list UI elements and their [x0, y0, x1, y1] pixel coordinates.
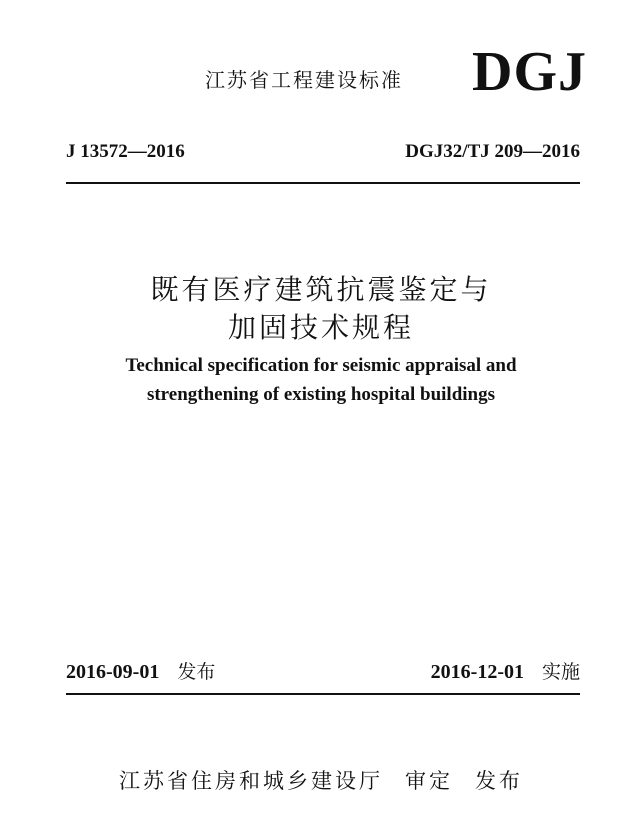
effective-date-block [431, 657, 580, 684]
issue-date-block [66, 657, 215, 684]
top-divider [66, 182, 580, 184]
effective-date: 2016-12-01 [430, 661, 524, 683]
record-number: J 13572—2016 [66, 141, 185, 162]
series-title: 江苏省工程建设标准 [205, 68, 403, 92]
publisher-publish: 发布 [475, 769, 523, 793]
english-title-line-2: strengthening of existing hospital buildings [146, 384, 496, 405]
chinese-title-line-1: 既有医疗建筑抗震鉴定与 [150, 273, 492, 306]
english-title-line-1: Technical specification for seismic appraisal and [125, 355, 517, 376]
publisher-line [0, 765, 642, 795]
publisher-approve: 审定 [405, 769, 453, 793]
effective-label: 实施 [541, 661, 580, 683]
publisher-name: 江苏省住房和城乡建设厅 [119, 769, 383, 793]
standard-number: DGJ32/TJ 209—2016 [405, 141, 580, 162]
issue-label: 发布 [177, 661, 216, 683]
chinese-title-line-2: 加固技术规程 [227, 311, 414, 344]
bottom-divider [66, 693, 580, 695]
series-mark: DGJ [472, 41, 587, 103]
issue-date: 2016-09-01 [66, 661, 160, 683]
